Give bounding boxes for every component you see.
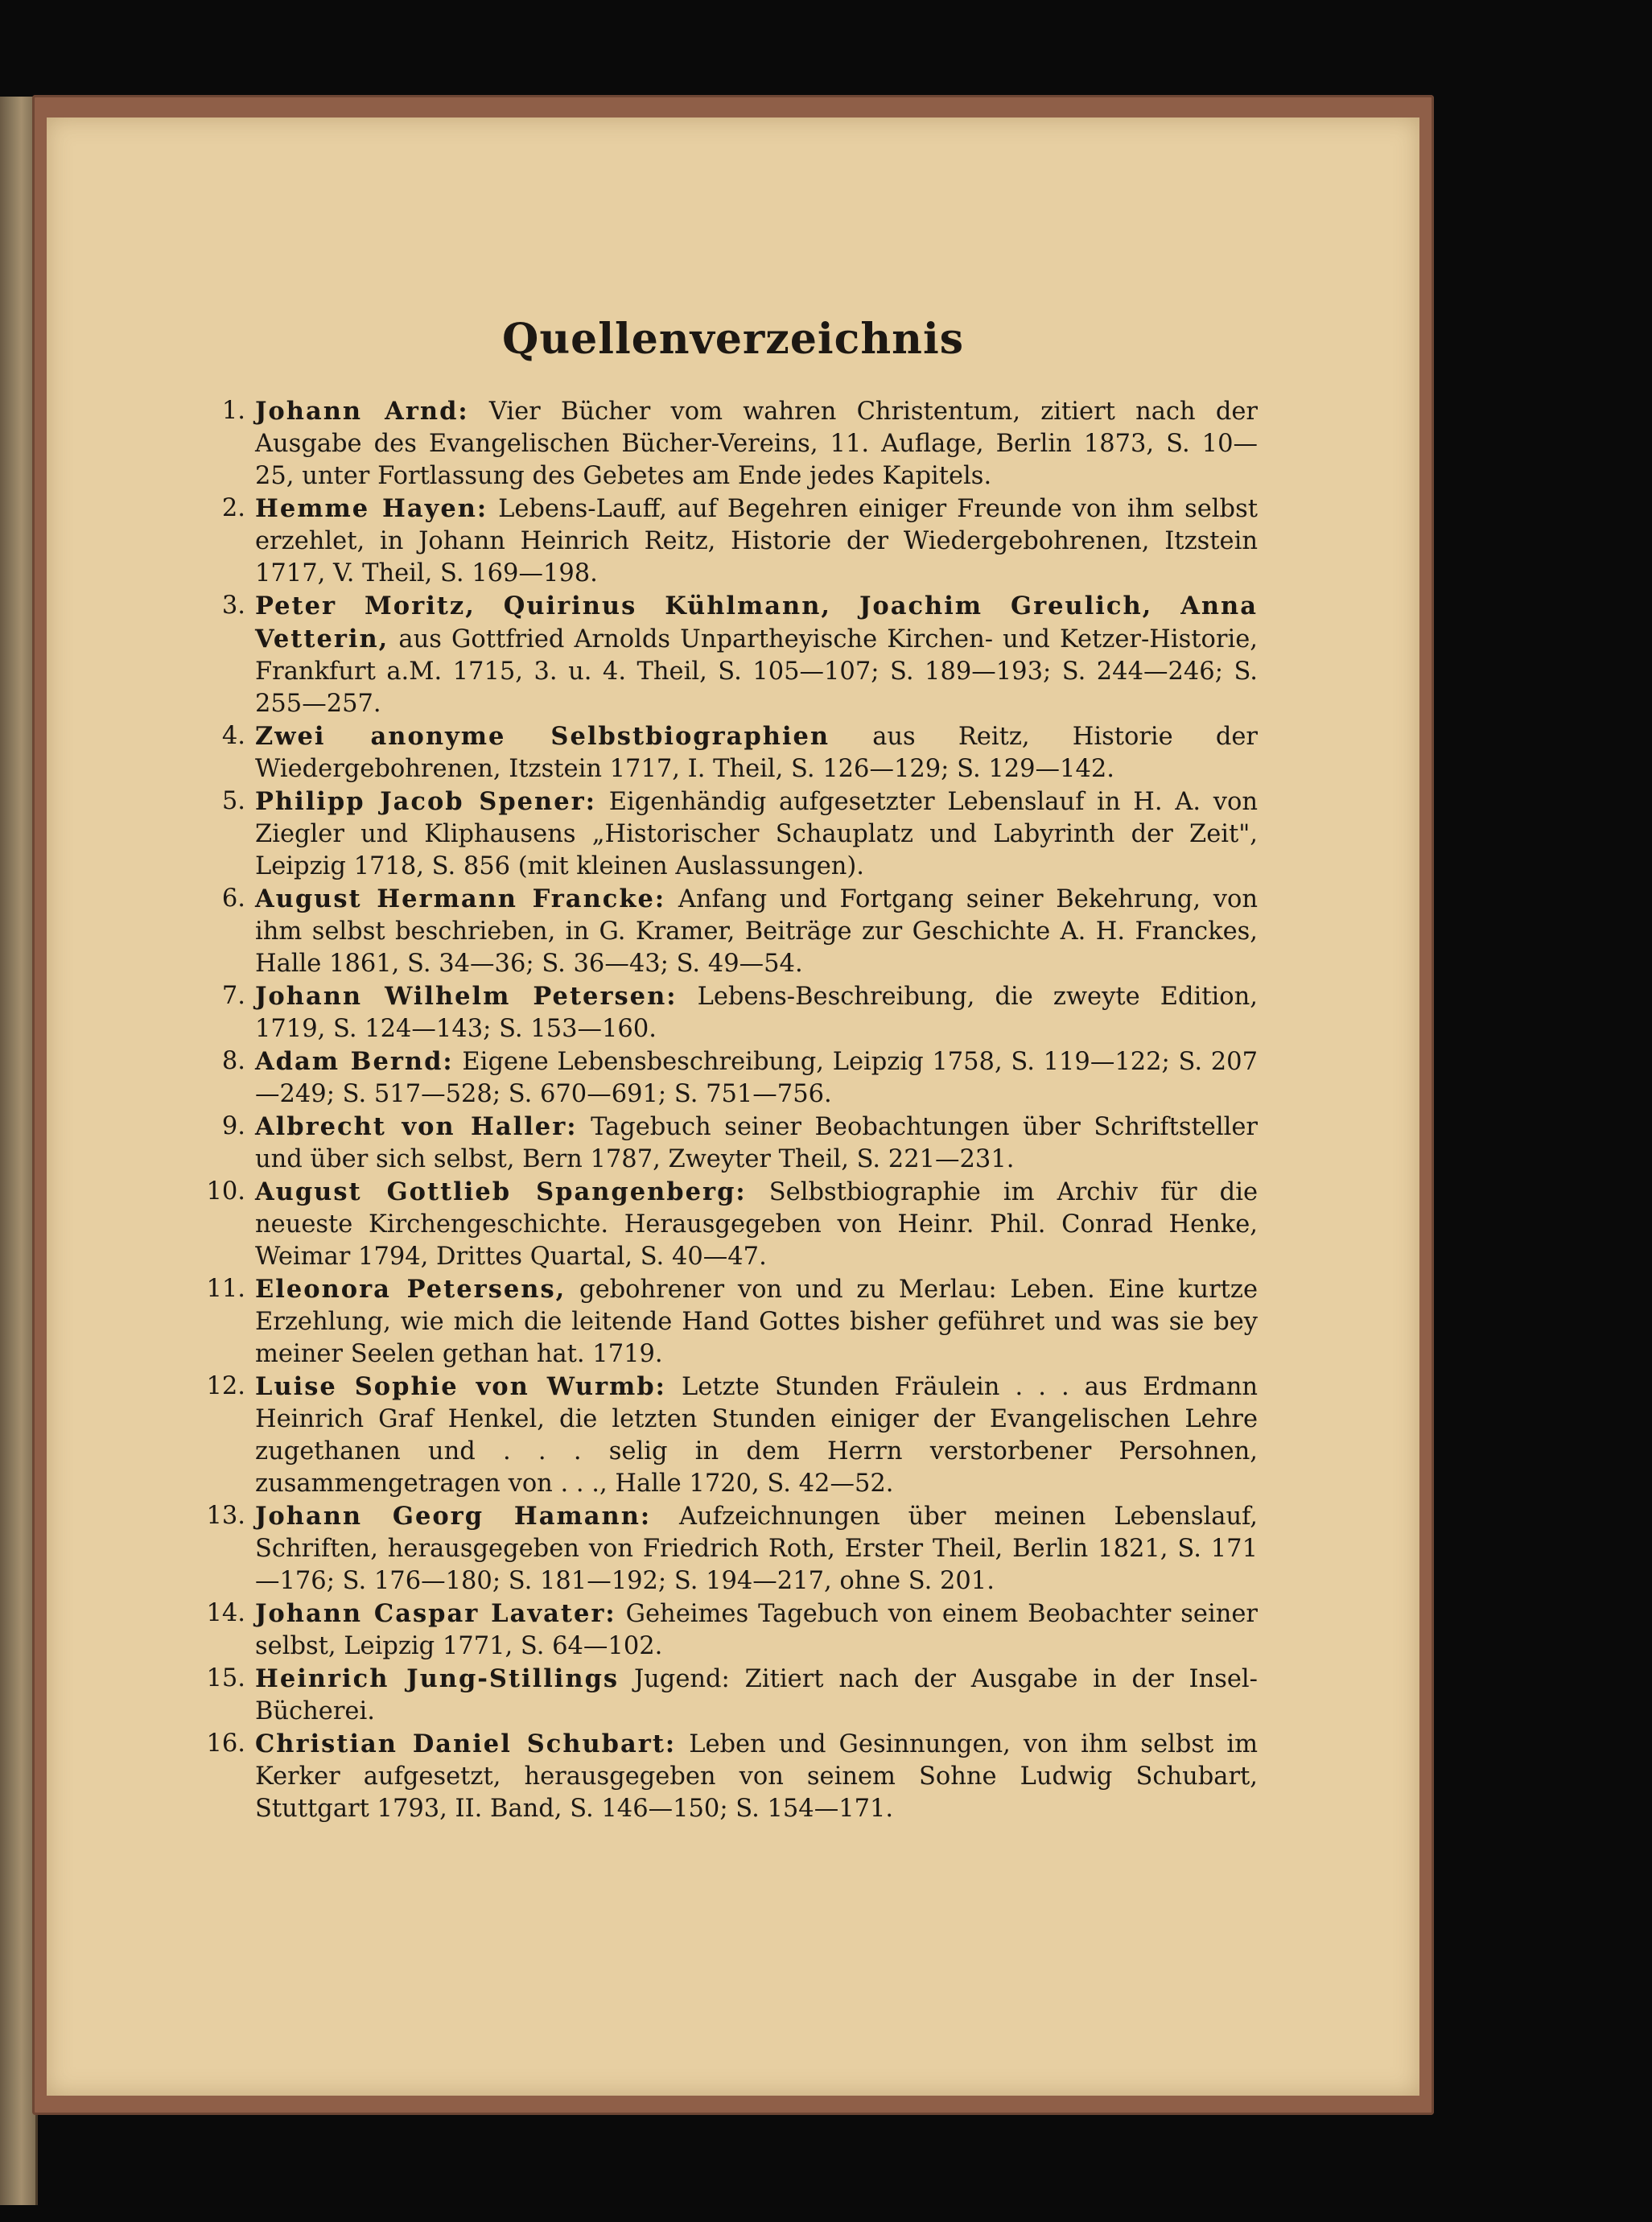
entry-text: Aufzeichnungen über meinen Lebenslauf, Schriften, herausgegeben von Friedrich Roth, Erster Theil, Berlin 1821, S. 171—176; S. 176—180; S. 181—192; S. 194—217, ohne S. 201. <box>255 1503 1258 1595</box>
source-entry <box>204 1663 1258 1728</box>
entry-number: 5. <box>221 787 245 815</box>
entry-author: Peter Moritz, Quirinus Kühlmann, Joachim Greulich, Anna Vetterin, <box>255 592 1258 653</box>
entry-number: 4. <box>221 722 245 750</box>
entry-text: aus Gottfried Arnolds Unpartheyische Kirchen- und Ketzer-Historie, Frankfurt a.M. 1715, 3. u. 4. Theil, S. 105—107; S. 189—193; S. 244—246; S. 255—257. <box>255 625 1258 718</box>
entry-author: August Hermann Francke: <box>255 884 666 913</box>
source-entry <box>204 1045 1258 1111</box>
entry-number: 10. <box>206 1177 245 1206</box>
source-entry <box>204 1371 1258 1500</box>
entry-number: 6. <box>221 884 245 913</box>
entry-number: 7. <box>221 982 245 1010</box>
entry-text: Lebens-Lauff, auf Begehren einiger Freunde von ihm selbst erzehlet, in Johann Heinrich Reitz, Historie der Wiedergebohrenen, Itzstein 1717, V. Theil, S. 169—198. <box>255 495 1258 587</box>
source-entry <box>204 1111 1258 1176</box>
entry-author: Heinrich Jung-Stillings <box>255 1664 620 1693</box>
entry-number: 12. <box>206 1372 245 1400</box>
entry-text: Eigene Lebensbeschreibung, Leipzig 1758, S. 119—122; S. 207—249; S. 517—528; S. 670—691; S. 751—756. <box>255 1048 1258 1108</box>
entry-text: Geheimes Tagebuch von einem Beobachter seiner selbst, Leipzig 1771, S. 64—102. <box>255 1600 1258 1660</box>
entry-author: Johann Arnd: <box>255 397 469 426</box>
entry-number: 8. <box>221 1047 245 1075</box>
entry-number: 1. <box>221 397 245 425</box>
entry-number: 14. <box>206 1599 245 1627</box>
entry-number: 2. <box>221 494 245 522</box>
entry-text: Jugend: Zitiert nach der Ausgabe in der Insel-Bücherei. <box>255 1665 1258 1725</box>
entry-text: Eigenhändig aufgesetzter Lebenslauf in H. A. von Ziegler und Kliphausens „Historischer Schauplatz und Labyrinth der Zeit", Leipzig 1718, S. 856 (mit kleinen Auslassungen). <box>255 788 1258 880</box>
entry-text: Vier Bücher vom wahren Christentum, zitiert nach der Ausgabe des Evangelischen Bücher-Vereins, 11. Auflage, Berlin 1873, S. 10—25, unter Fortlassung des Gebetes am Ende jedes Kapitels. <box>255 398 1258 490</box>
entry-author: Adam Bernd: <box>255 1047 454 1076</box>
source-entry <box>204 590 1258 720</box>
source-entry <box>204 1728 1258 1825</box>
entry-author: Johann Georg Hamann: <box>255 1502 652 1531</box>
source-entry <box>204 1500 1258 1597</box>
source-entry <box>204 395 1258 493</box>
source-list <box>204 395 1258 1825</box>
entry-author: Johann Wilhelm Petersen: <box>255 982 678 1011</box>
entry-author: Hemme Hayen: <box>255 494 488 523</box>
entry-text: Anfang und Fortgang seiner Bekehrung, von ihm selbst beschrieben, in G. Kramer, Beiträge zur Geschichte A. H. Franckes, Halle 1861, S. 34—36; S. 36—43; S. 49—54. <box>255 885 1258 978</box>
entry-text: Lebens-Beschreibung, die zweyte Edition, 1719, S. 124—143; S. 153—160. <box>255 983 1258 1043</box>
entry-number: 16. <box>206 1729 245 1758</box>
entry-text: Letzte Stunden Fräulein . . . aus Erdmann Heinrich Graf Henkel, die letzten Stunden einiger der Evangelischen Lehre zugethanen und . . . selig in dem Herrn verstorbener Persohnen, zusammengetragen von . . ., Halle 1720, S. 42—52. <box>255 1373 1259 1498</box>
source-entry <box>204 1597 1258 1663</box>
page-title: Quellenverzeichnis <box>502 315 964 364</box>
source-entry <box>204 883 1258 980</box>
entry-author: Johann Caspar Lavater: <box>255 1599 616 1628</box>
entry-text: Selbstbiographie im Archiv für die neueste Kirchengeschichte. Herausgegeben von Heinr. Phil. Conrad Henke, Weimar 1794, Drittes Quartal, S. 40—47. <box>255 1178 1258 1271</box>
entry-author: Christian Daniel Schubart: <box>255 1729 677 1758</box>
entry-text: Leben und Gesinnungen, von ihm selbst im Kerker aufgesetzt, herausgegeben von seinem Sohne Ludwig Schubart, Stuttgart 1793, II. Band, S. 146—150; S. 154—171. <box>255 1730 1258 1823</box>
entry-text: Tagebuch seiner Beobachtungen über Schriftsteller und über sich selbst, Bern 1787, Zweyter Theil, S. 221—231. <box>255 1113 1258 1173</box>
source-entry <box>204 785 1258 883</box>
entry-author: Zwei anonyme Selbstbiographien <box>255 722 830 751</box>
entry-number: 15. <box>206 1664 245 1692</box>
source-entry <box>204 720 1258 785</box>
entry-author: Luise Sophie von Wurmb: <box>255 1372 666 1401</box>
entry-text: gebohrener von und zu Merlau: Leben. Eine kurtze Erzehlung, wie mich die leitende Hand Gottes bisher geführet und was sie bey meiner Seelen gethan hat. 1719. <box>255 1276 1258 1368</box>
source-entry <box>204 980 1258 1045</box>
source-entry <box>204 493 1258 590</box>
entry-number: 11. <box>206 1275 245 1303</box>
entry-author: Philipp Jacob Spener: <box>255 787 596 816</box>
entry-number: 13. <box>206 1502 245 1530</box>
entry-author: Eleonora Petersens, <box>255 1275 566 1304</box>
entry-number: 3. <box>221 592 245 620</box>
entry-number: 9. <box>221 1112 245 1140</box>
source-entry <box>204 1176 1258 1273</box>
book-page <box>47 117 1419 2096</box>
source-entry <box>204 1273 1258 1371</box>
entry-author: Albrecht von Haller: <box>255 1112 578 1141</box>
entry-text: aus Reitz, Historie der Wiedergebohrenen, Itzstein 1717, I. Theil, S. 126—129; S. 129—142. <box>255 723 1258 783</box>
entry-author: August Gottlieb Spangenberg: <box>255 1177 747 1206</box>
